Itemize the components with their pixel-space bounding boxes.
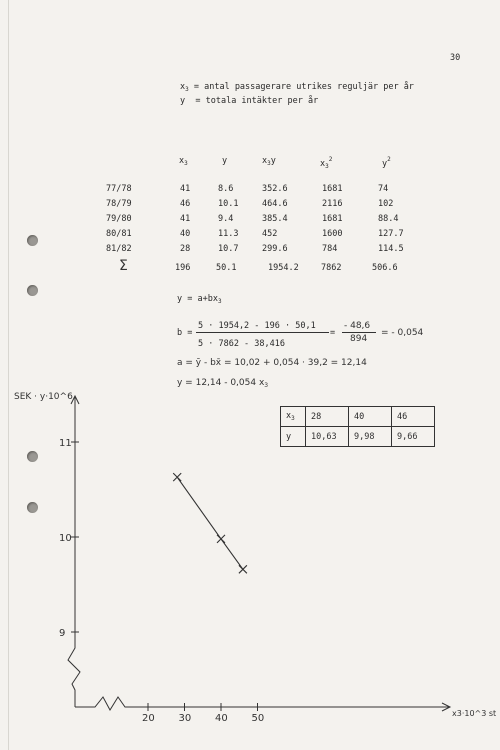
b-numerator: 5 · 1954,2 - 196 · 50,1 (198, 321, 316, 331)
sum-x3sq: 7862 (321, 263, 342, 273)
regression-line-formula: y = 12,14 - 0,054 $x_3$ (177, 378, 269, 389)
values-cell: 10,63 (306, 427, 349, 447)
values-header-x3: $x_3$ (281, 407, 306, 427)
table-cell-ysq: 127.7 (378, 229, 404, 239)
x-tick-label: 30 (178, 713, 192, 724)
table-cell-period: 77/78 (106, 184, 132, 194)
chart-marks (59, 438, 264, 724)
table-cell-y: 8.6 (218, 184, 234, 194)
table-cell-y: 10.7 (218, 244, 239, 254)
b-result: = - 0,054 (381, 328, 424, 338)
table-cell-x3y: 464.6 (262, 199, 288, 209)
table-cell-period: 80/81 (106, 229, 132, 239)
y-tick-label: 10 (59, 533, 72, 544)
table-cell-y: 10.1 (218, 199, 239, 209)
table-cell-x3: 41 (180, 214, 191, 224)
data-point-marker (239, 565, 247, 573)
col-header-x3y: $x_3y$ (262, 156, 276, 167)
table-cell-period: 78/79 (106, 199, 132, 209)
chart-x-label: x3·10^3 st (452, 709, 497, 718)
b-label: b = (177, 328, 193, 338)
table-cell-ysq: 102 (378, 199, 394, 209)
x-tick-label: 50 (251, 713, 265, 724)
table-cell-x3y: 352.6 (262, 184, 288, 194)
values-cell: 9,98 (349, 427, 392, 447)
table-cell-x3sq: 1600 (322, 229, 343, 239)
data-point-marker (173, 473, 181, 481)
page-number: 30 (450, 53, 461, 63)
model-formula: $y = a+bx_3$ (177, 294, 222, 305)
b-equals: = (330, 328, 336, 338)
table-cell-period: 81/82 (106, 244, 132, 254)
table-cell-y: 11.3 (218, 229, 239, 239)
table-cell-x3y: 299.6 (262, 244, 288, 254)
col-header-ysq: $y^2$ (382, 156, 391, 169)
definition-y: y = totala intäkter per år (180, 96, 319, 106)
sum-symbol: Σ (119, 258, 128, 274)
table-cell-x3: 46 (180, 199, 191, 209)
col-header-y: y (222, 156, 228, 166)
table-cell-ysq: 114.5 (378, 244, 404, 254)
table-cell-x3y: 452 (262, 229, 278, 239)
table-cell-ysq: 74 (378, 184, 389, 194)
a-formula: a = ȳ - bx̄ = 10,02 + 0,054 · 39,2 = 12,14 (177, 358, 367, 368)
table-cell-x3sq: 1681 (322, 214, 343, 224)
table-cell-x3: 41 (180, 184, 191, 194)
x-tick-label: 40 (215, 713, 228, 724)
table-cell-y: 9.4 (218, 214, 234, 224)
table-cell-x3sq: 2116 (322, 199, 343, 209)
sum-x3: 196 (175, 263, 191, 273)
chart-y-label: SEK · y·10^6 (14, 392, 73, 402)
values-cell: 28 (306, 407, 349, 427)
values-header-y: y (281, 427, 306, 447)
table-cell-x3: 28 (180, 244, 191, 254)
table-cell-x3sq: 784 (322, 244, 338, 254)
values-cell: 9,66 (392, 427, 435, 447)
b-denominator: 5 · 7862 - 38,416 (198, 339, 285, 349)
regression-line (177, 477, 243, 569)
sum-y: 50.1 (216, 263, 237, 273)
x-axis (75, 697, 450, 710)
chart-axes (68, 396, 450, 711)
definition-x3: $x_3$ = antal passagerare utrikes reguljär per år (180, 82, 414, 93)
y-tick-label: 9 (59, 628, 66, 639)
col-header-x3: $x_3$ (179, 156, 188, 167)
data-point-marker (217, 535, 225, 543)
table-cell-x3: 40 (180, 229, 191, 239)
col-header-x3sq: $x_3^2$ (320, 156, 333, 170)
table-cell-x3sq: 1681 (322, 184, 343, 194)
table-cell-period: 79/80 (106, 214, 132, 224)
b-numerator-2: - 48,6 (344, 321, 371, 331)
table-cell-ysq: 88.4 (378, 214, 399, 224)
y-tick-label: 11 (59, 438, 72, 449)
sum-x3y: 1954.2 (268, 263, 299, 273)
table-cell-x3y: 385.4 (262, 214, 288, 224)
x-tick-label: 20 (142, 713, 155, 724)
sum-ysq: 506.6 (372, 263, 398, 273)
values-cell: 46 (392, 407, 435, 427)
values-cell: 40 (349, 407, 392, 427)
b-denominator-2: 894 (350, 334, 368, 344)
